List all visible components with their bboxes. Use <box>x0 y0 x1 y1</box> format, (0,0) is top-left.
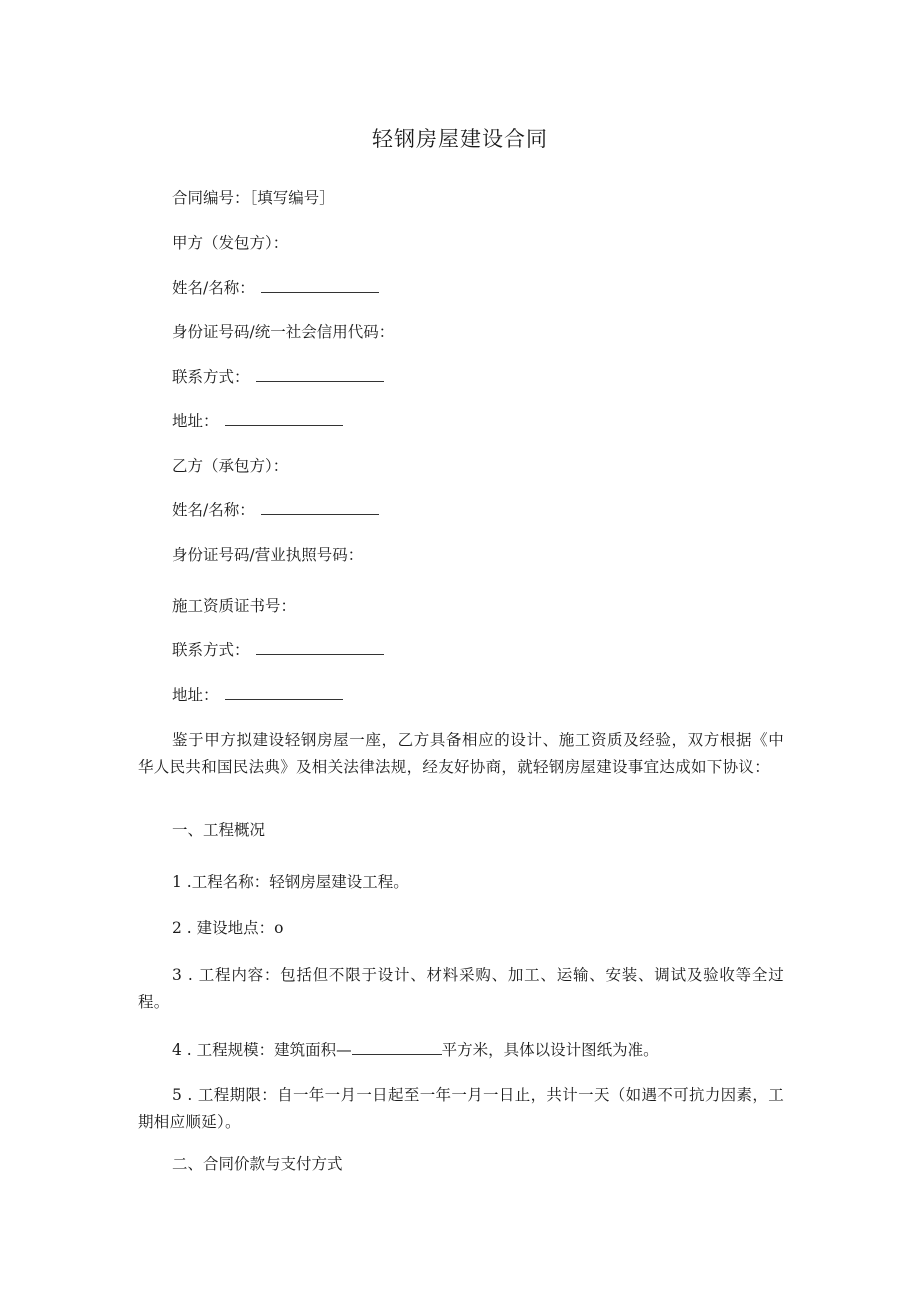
party-a-name-label: 姓名/名称： <box>172 279 255 297</box>
party-a-name-row <box>172 276 379 300</box>
party-a-heading: 甲方（发包方）： <box>172 234 289 252</box>
party-b-name-label: 姓名/名称： <box>172 501 255 519</box>
party-a-contact-label: 联系方式： <box>172 368 250 386</box>
section-1-item-1: 1 .工程名称：轻钢房屋建设工程。 <box>172 873 409 891</box>
section-2-heading: 二、合同价款与支付方式 <box>172 1155 343 1173</box>
party-b-contact-row <box>172 638 384 662</box>
party-a-contact-blank[interactable] <box>256 365 384 382</box>
party-b-name-row <box>172 498 379 522</box>
section-1-heading: 一、工程概况 <box>172 821 266 839</box>
section-1-item-4 <box>172 1038 659 1062</box>
party-b-id-label: 身份证号码/营业执照号码： <box>172 546 364 564</box>
party-a-address-label: 地址： <box>172 412 219 430</box>
section-1-item-3: 3 . 工程内容：包括但不限于设计、材料采购、加工、运输、安装、调试及验收等全过程。 <box>138 966 784 1011</box>
party-b-address-row <box>172 683 343 707</box>
section-1-item-5: 5 . 工程期限：自一年一月一日起至一年一月一日止，共计一天（如遇不可抗力因素，工期相应顺延）。 <box>138 1086 784 1131</box>
party-b-heading: 乙方（承包方）： <box>172 457 289 475</box>
party-b-cert-label: 施工资质证书号： <box>172 597 297 615</box>
preamble-paragraph: 鉴于甲方拟建设轻钢房屋一座，乙方具备相应的设计、施工资质及经验，双方根据《中华人民共和国民法典》及相关法律法规，经友好协商，就轻钢房屋建设事宜达成如下协议： <box>138 731 784 776</box>
party-a-name-blank[interactable] <box>261 276 379 293</box>
building-area-blank[interactable] <box>352 1038 442 1055</box>
party-b-address-label: 地址： <box>172 686 219 704</box>
party-a-id-label: 身份证号码/统一社会信用代码： <box>172 323 395 341</box>
party-b-contact-label: 联系方式： <box>172 641 250 659</box>
party-b-address-blank[interactable] <box>225 683 343 700</box>
item-4-suffix: 平方米，具体以设计图纸为准。 <box>441 1041 659 1059</box>
page-title: 轻钢房屋建设合同 <box>372 127 548 151</box>
contract-number: 合同编号：［填写编号］ <box>172 189 335 207</box>
party-b-contact-blank[interactable] <box>256 638 384 655</box>
party-a-address-blank[interactable] <box>225 409 343 426</box>
party-a-address-row <box>172 409 343 433</box>
item-4-prefix: 4 . 工程规模：建筑面积— <box>172 1041 352 1059</box>
party-b-name-blank[interactable] <box>261 498 379 515</box>
party-a-contact-row <box>172 365 384 389</box>
section-1-item-2: 2 . 建设地点：o <box>172 919 284 937</box>
